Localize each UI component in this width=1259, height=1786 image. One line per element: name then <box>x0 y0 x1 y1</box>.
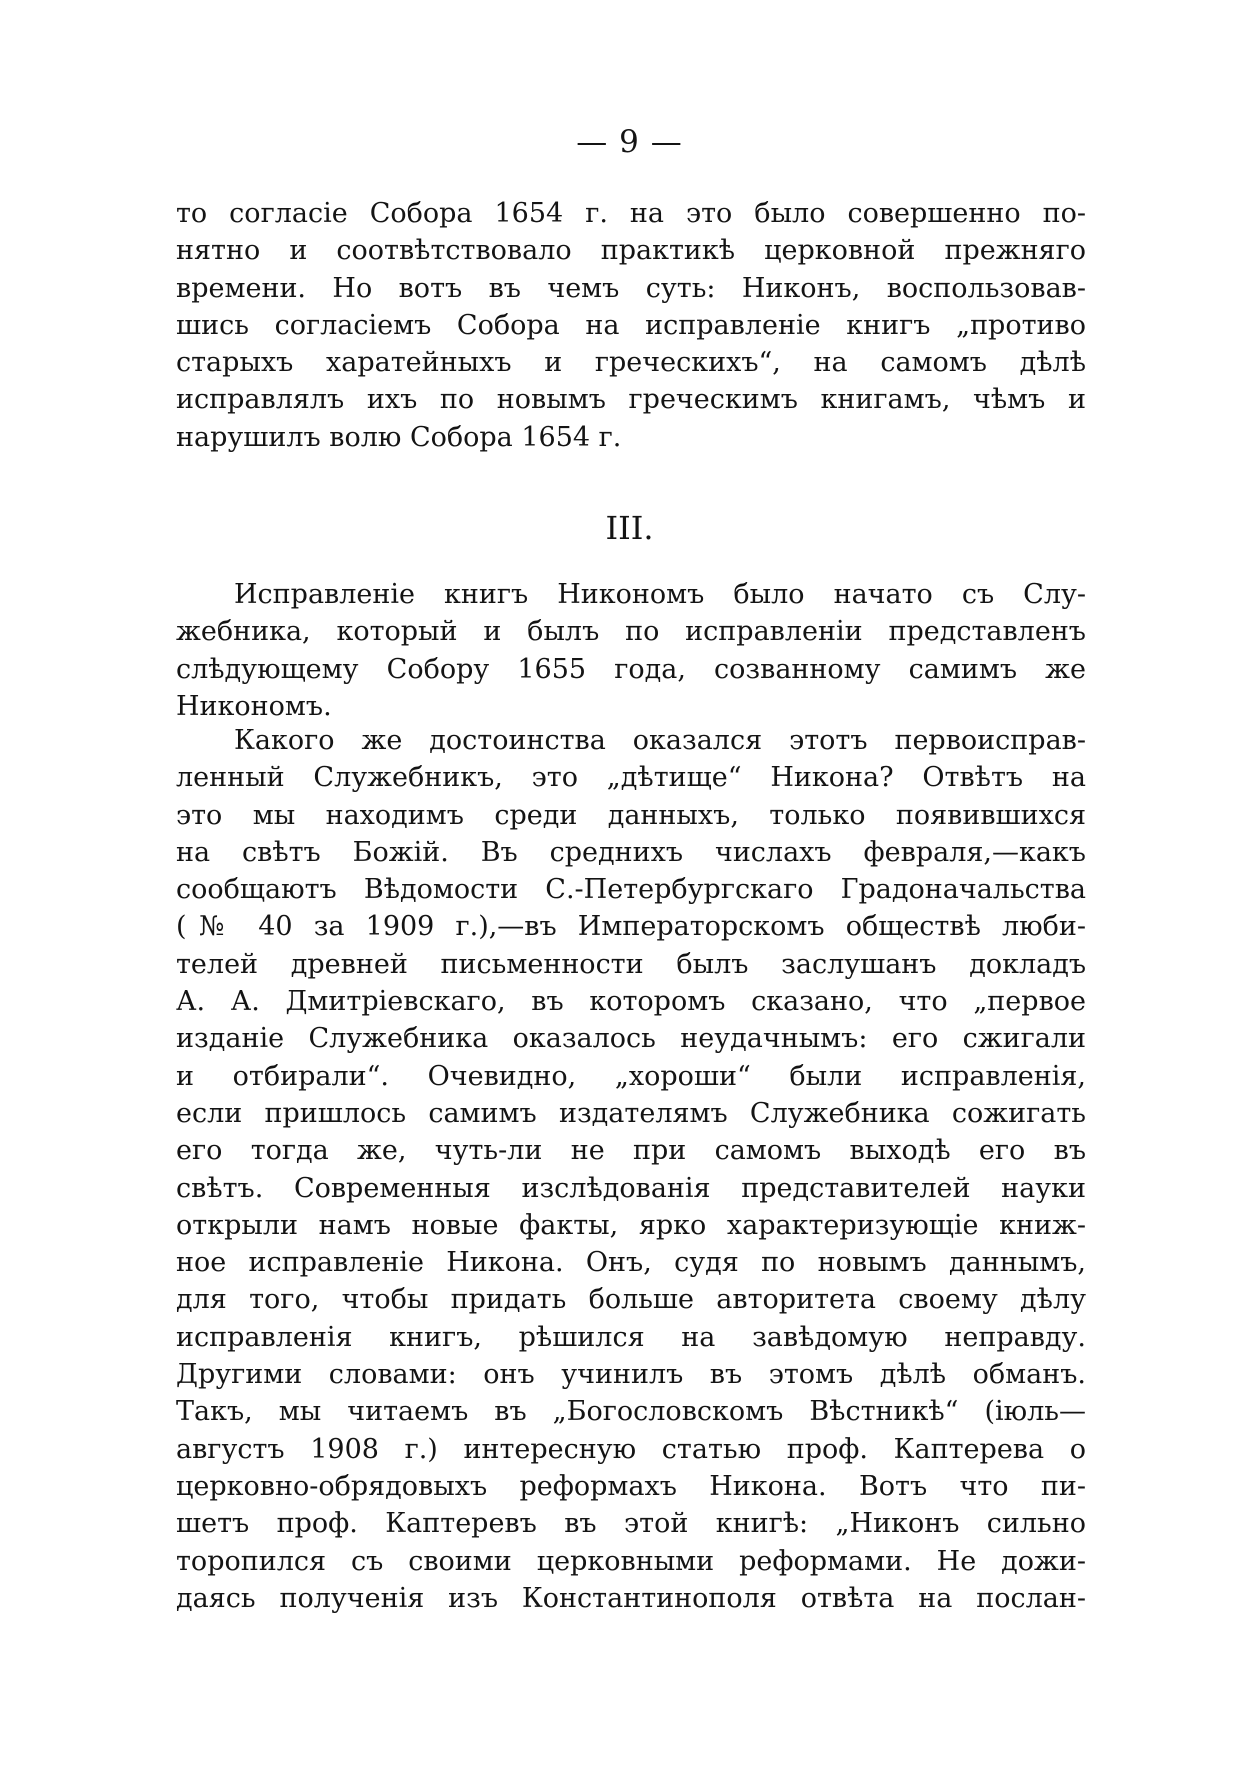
paragraph-2 <box>176 722 1086 1617</box>
text-line: Никономъ. <box>176 690 332 722</box>
text-line: то согласіе Собора 1654 г. на это было совершенно по- <box>176 198 1086 229</box>
continuation-paragraph <box>176 195 1086 456</box>
text-line: (№ 40 за 1909 г.),—въ Императорскомъ обществѣ люби- <box>176 911 1086 943</box>
text-line: Какого же достоинства оказался этотъ первоисправ- <box>234 725 1086 756</box>
text-line: открыли намъ новые факты, ярко характеризующіе книж- <box>176 1209 1086 1241</box>
text-line: А. А. Дмитріевскаго, въ которомъ сказано, что „первое <box>176 986 1086 1018</box>
text-line: даясь полученія изъ Константинополя отвѣта на послан- <box>176 1582 1086 1614</box>
text-line: шетъ проф. Каптеревъ въ этой книгѣ: „Никонъ сильно <box>176 1508 1086 1540</box>
text-line: августъ 1908 г.) интересную статью проф. Каптерева о <box>176 1433 1086 1465</box>
text-line: его тогда же, чуть-ли не при самомъ выходѣ его въ <box>176 1135 1086 1167</box>
section-heading: III. <box>605 509 654 547</box>
text-line: телей древней письменности былъ заслушанъ докладъ <box>176 948 1086 980</box>
text-line: сообщаютъ Вѣдомости С.-Петербургскаго Градоначальства <box>176 874 1086 906</box>
text-line: изданіе Служебника оказалось неудачнымъ: его сжигали <box>176 1023 1086 1055</box>
text-line: слѣдующему Собору 1655 года, созванному самимъ же <box>176 653 1086 685</box>
text-line: времени. Но вотъ въ чемъ суть: Никонъ, воспользовав- <box>176 272 1086 304</box>
text-line: ное исправленіе Никона. Онъ, судя по новымъ даннымъ, <box>176 1247 1086 1279</box>
text-line: для того, чтобы придать больше авторитета своему дѣлу <box>176 1284 1086 1316</box>
text-line: Другими словами: онъ учинилъ въ этомъ дѣлѣ обманъ. <box>176 1359 1086 1391</box>
text-line: жебника, который и былъ по исправленіи представленъ <box>176 616 1086 648</box>
text-line: шись согласіемъ Собора на исправленіе книгъ „противо <box>176 309 1086 341</box>
text-line: исправлялъ ихъ по новымъ греческимъ книгамъ, чѣмъ и <box>176 384 1086 416</box>
text-line: и отбирали“. Очевидно, „хороши“ были исправленія, <box>176 1060 1086 1092</box>
text-line: если пришлось самимъ издателямъ Служебника сожигать <box>176 1097 1086 1129</box>
text-line: церковно-обрядовыхъ реформахъ Никона. Вотъ что пи- <box>176 1470 1086 1502</box>
paragraph-1 <box>176 576 1086 725</box>
text-line: нятно и соотвѣтствовало практикѣ церковной прежняго <box>176 235 1086 267</box>
text-line: исправленія книгъ, рѣшился на завѣдомую неправду. <box>176 1321 1086 1353</box>
text-line: ленный Служебникъ, это „дѣтище“ Никона? Отвѣтъ на <box>176 762 1086 794</box>
text-line: старыхъ харатейныхъ и греческихъ“, на самомъ дѣлѣ <box>176 347 1086 379</box>
text-line: Исправленіе книгъ Никономъ было начато съ Слу- <box>234 579 1086 610</box>
page-number: — 9 — <box>576 124 683 160</box>
text-line: нарушилъ волю Собора 1654 г. <box>176 421 622 453</box>
text-line: Такъ, мы читаемъ въ „Богословскомъ Вѣстникѣ“ (іюль— <box>176 1396 1086 1428</box>
text-line: это мы находимъ среди данныхъ, только появившихся <box>176 799 1086 831</box>
text-line: свѣтъ. Современныя изслѣдованія представителей науки <box>176 1172 1086 1204</box>
text-line: на свѣтъ Божій. Въ среднихъ числахъ февраля,—какъ <box>176 836 1086 868</box>
text-line: торопился съ своими церковными реформами. Не дожи- <box>176 1545 1086 1577</box>
